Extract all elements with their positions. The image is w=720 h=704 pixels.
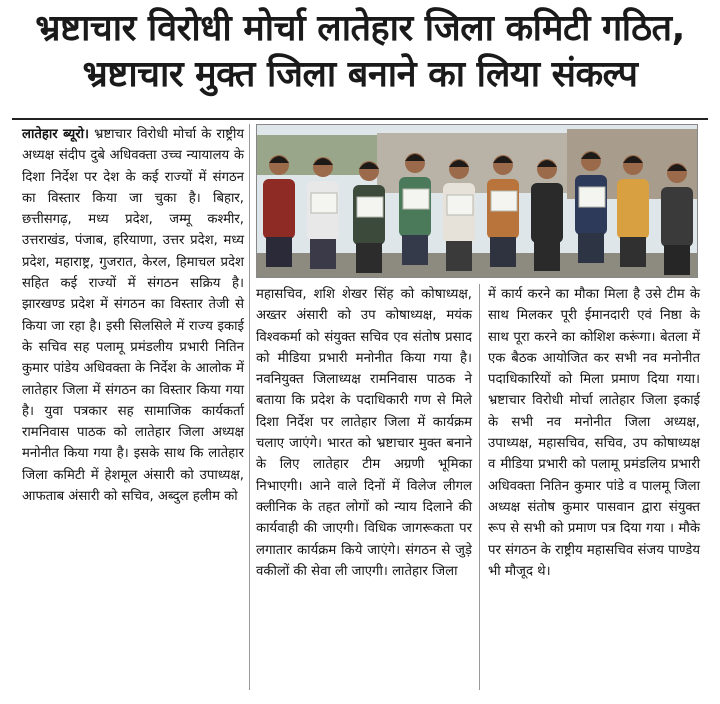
article-column-2 (256, 284, 472, 582)
byline: लातेहार ब्यूरो। (22, 127, 90, 142)
headline (0, 6, 720, 98)
column-divider-1 (249, 124, 250, 690)
certificate (579, 187, 605, 207)
article-column-2-text: महासचिव, शशि शेखर सिंह को कोषाध्यक्ष, अख्तर अंसारी को उप कोषाध्यक्ष, मयंक विश्वकर्मा को संयुक्त सचिव एव संतोष प्रसाद को मीडिया प्रभारी मनोनीत किया गया है। नवनियुक्त जिलाध्यक्ष रामनिवास पाठक ने बताया कि प्रदेश के पदाधिकारी गण से मिले दिशा निर्देश पर लातेहार जिला में कार्यक्रम चलाए जाएंगे। भारत को भ्रष्टाचार मुक्त बनाने के लिए लातेहार टीम अग्रणी भूमिका निभाएगी। आने वाले दिनों में विलेज लीगल क्लीनिक के तहत लोगों को न्याय दिलाने की कार्यवाही की जाएगी। विधिक जागरूकता पर लगातार कार्यक्रम किये जाएंगे। संगठन से जुड़े वकीलों की सेवा ली जाएगी। लातेहार जिला (256, 287, 472, 579)
article-column-1 (22, 124, 244, 507)
certificate (357, 197, 383, 217)
headline-line-1: भ्रष्टाचार विरोधी मोर्चा लातेहार जिला कमिटी गठित, (35, 8, 685, 49)
article-column-3 (488, 284, 700, 582)
article-column-1-text: भ्रष्टाचार विरोधी मोर्चा के राष्ट्रीय अध्यक्ष संदीप दुबे अधिवक्ता उच्च न्यायालय के दिशा निर्देश पर देश के कई राज्यों में संगठन का विस्तार किया जा चुका है। बिहार, छत्तीसगढ़, मध्य प्रदेश, जम्मू कश्मीर, उत्तराखंड, पंजाब, हरियाणा, उत्तर प्रदेश, मध्य प्रदेश, महाराष्ट्र, गुजरात, केरल, हिमाचल प्रदेश सहित कई राज्यों में संगठन सक्रिय है। झारखण्ड प्रदेश में संगठन का विस्तार तेजी से किया जा रहा है। इसी सिलसिले में राज्य इकाई के सचिव सह पलामू प्रमंडलीय प्रभारी नितिन कुमार पांडेय अधिवक्ता के निर्देश के आलोक में लातेहार जिला में संगठन का विस्तार किया गया है। युवा पत्रकार सह सामाजिक कार्यकर्ता रामनिवास पाठक को लातेहार जिला अध्यक्ष मनोनीत किया गया है। इसके साथ कि लातेहार जिला कमिटी में हेशमूल अंसारी को उपाध्यक्ष, आफताब अंसारी को सचिव, अब्दुल हलीम को (22, 127, 245, 505)
certificate (491, 191, 517, 211)
article-column-3-text: में कार्य करने का मौका मिला है उसे टीम के साथ मिलकर पूरी ईमानदारी एवं निष्ठा के साथ पूरा करने का कोशिश करूंगा। बेतला में एक बैठक आयोजित कर सभी नव मनोनीत पदाधिकारियों को मिला प्रमाण दिया गया। भ्रष्टाचार विरोधी मोर्चा लातेहार जिला इकाई के सभी नव मनोनीत जिला अध्यक्ष, उपाध्यक्ष, महासचिव, सचिव, उप कोषाध्यक्ष व मीडिया प्रभारी को पलामू प्रमंडलिय प्रभारी अधिवक्ता नितिन कुमार पांडे व पालमू जिला अध्यक्ष संतोष कुमार पासवान द्वारा संयुक्त रूप से सभी को प्रमाण पत्र दिया गया । मौके पर संगठन के राष्ट्रीय महासचिव संजय पाण्डेय भी मौजूद थे। (488, 287, 700, 579)
group-photo-illustration (257, 125, 697, 277)
certificate (311, 193, 337, 213)
column-divider-2 (479, 284, 480, 690)
group-photo (256, 124, 698, 278)
headline-rule (12, 118, 708, 120)
headline-line-2: भ्रष्टाचार मुक्त जिला बनाने का लिया संकल्प (82, 54, 638, 95)
certificate (403, 189, 429, 209)
certificate (447, 195, 473, 215)
